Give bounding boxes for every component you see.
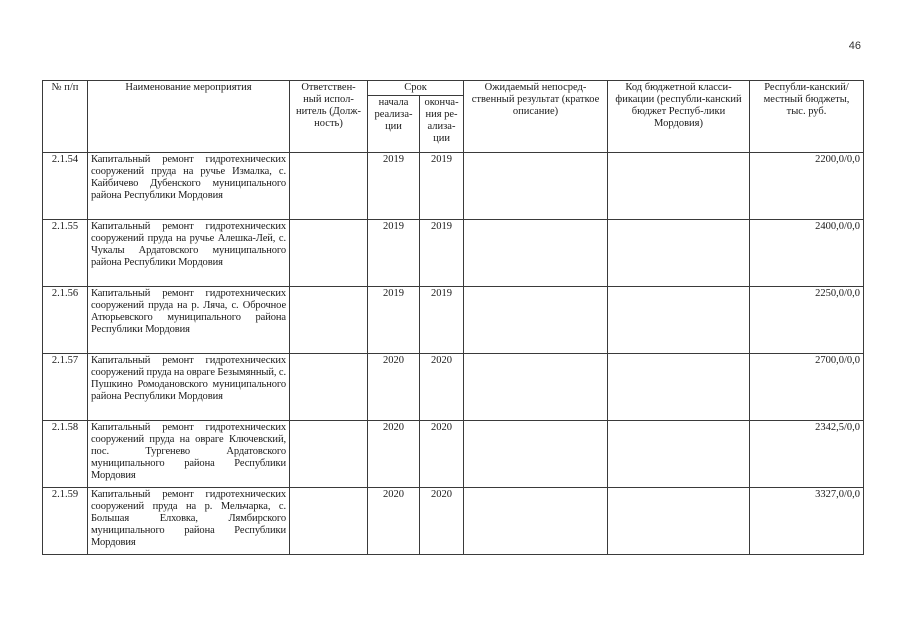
row-number: 2.1.58 — [43, 421, 88, 488]
result-cell — [464, 354, 608, 421]
header-num: № п/п — [43, 81, 88, 153]
measure-name: Капитальный ремонт гидротехнических сооружений пруда на овраге Ключевский, пос. Тургенево Ардатовского муниципального района Республики Мордовия — [88, 421, 290, 488]
measure-name: Капитальный ремонт гидротехнических сооружений пруда на овраге Безымянный, с. Пушкино Ромодановского муниципального района Республики Мордовия — [88, 354, 290, 421]
table-row — [43, 488, 864, 555]
end-year: 2020 — [420, 354, 464, 421]
end-year: 2019 — [420, 153, 464, 220]
header-term-end: оконча-ния ре-ализа-ции — [420, 96, 464, 153]
start-year: 2020 — [368, 354, 420, 421]
budget-amount: 2400,0/0,0 — [750, 220, 864, 287]
budget-amount: 2250,0/0,0 — [750, 287, 864, 354]
end-year: 2019 — [420, 287, 464, 354]
measure-name: Капитальный ремонт гидротехнических сооружений пруда на р. Ляча, с. Оброчное Атюрьевского муниципального района Республики Мордовия — [88, 287, 290, 354]
responsible-cell — [290, 153, 368, 220]
responsible-cell — [290, 488, 368, 555]
header-responsible: Ответствен-ный испол-нитель (Долж-ность) — [290, 81, 368, 153]
header-result: Ожидаемый непосред-ственный результат (краткое описание) — [464, 81, 608, 153]
budget-amount: 2342,5/0,0 — [750, 421, 864, 488]
row-number: 2.1.54 — [43, 153, 88, 220]
end-year: 2020 — [420, 421, 464, 488]
responsible-cell — [290, 220, 368, 287]
table-row — [43, 287, 864, 354]
budget-amount: 2200,0/0,0 — [750, 153, 864, 220]
result-cell — [464, 421, 608, 488]
budget-code-cell — [608, 287, 750, 354]
budget-code-cell — [608, 421, 750, 488]
measure-name: Капитальный ремонт гидротехнических сооружений пруда на ручье Алешка-Лей, с. Чукалы Ардатовского муниципального района Республики Мордовия — [88, 220, 290, 287]
budget-code-cell — [608, 220, 750, 287]
budget-amount: 2700,0/0,0 — [750, 354, 864, 421]
responsible-cell — [290, 354, 368, 421]
result-cell — [464, 287, 608, 354]
budget-code-cell — [608, 153, 750, 220]
header-budget: Республи-канский/местный бюджеты, тыс. руб. — [750, 81, 864, 153]
result-cell — [464, 153, 608, 220]
start-year: 2019 — [368, 220, 420, 287]
row-number: 2.1.55 — [43, 220, 88, 287]
row-number: 2.1.56 — [43, 287, 88, 354]
start-year: 2019 — [368, 153, 420, 220]
table-row — [43, 220, 864, 287]
table-row — [43, 153, 864, 220]
header-term-start: начала реализа-ции — [368, 96, 420, 153]
end-year: 2020 — [420, 488, 464, 555]
start-year: 2019 — [368, 287, 420, 354]
header-term: Срок — [368, 81, 464, 96]
budget-code-cell — [608, 488, 750, 555]
row-number: 2.1.57 — [43, 354, 88, 421]
page-number: 46 — [848, 40, 861, 52]
measures-table — [42, 80, 864, 555]
measure-name: Капитальный ремонт гидротехнических сооружений пруда на р. Мельчарка, с. Большая Елховка, Лямбирского муниципального района Республики Мордовия — [88, 488, 290, 555]
measure-name: Капитальный ремонт гидротехнических сооружений пруда на ручье Измалка, с. Кайбичево Дубенского муниципального района Республики Мордовия — [88, 153, 290, 220]
budget-amount: 3327,0/0,0 — [750, 488, 864, 555]
header-budget-code: Код бюджетной класси-фикации (республи-канский бюджет Респуб-лики Мордовия) — [608, 81, 750, 153]
end-year: 2019 — [420, 220, 464, 287]
table-row — [43, 421, 864, 488]
header-name: Наименование мероприятия — [88, 81, 290, 153]
start-year: 2020 — [368, 421, 420, 488]
responsible-cell — [290, 287, 368, 354]
responsible-cell — [290, 421, 368, 488]
table-row — [43, 354, 864, 421]
result-cell — [464, 220, 608, 287]
budget-code-cell — [608, 354, 750, 421]
result-cell — [464, 488, 608, 555]
row-number: 2.1.59 — [43, 488, 88, 555]
start-year: 2020 — [368, 488, 420, 555]
